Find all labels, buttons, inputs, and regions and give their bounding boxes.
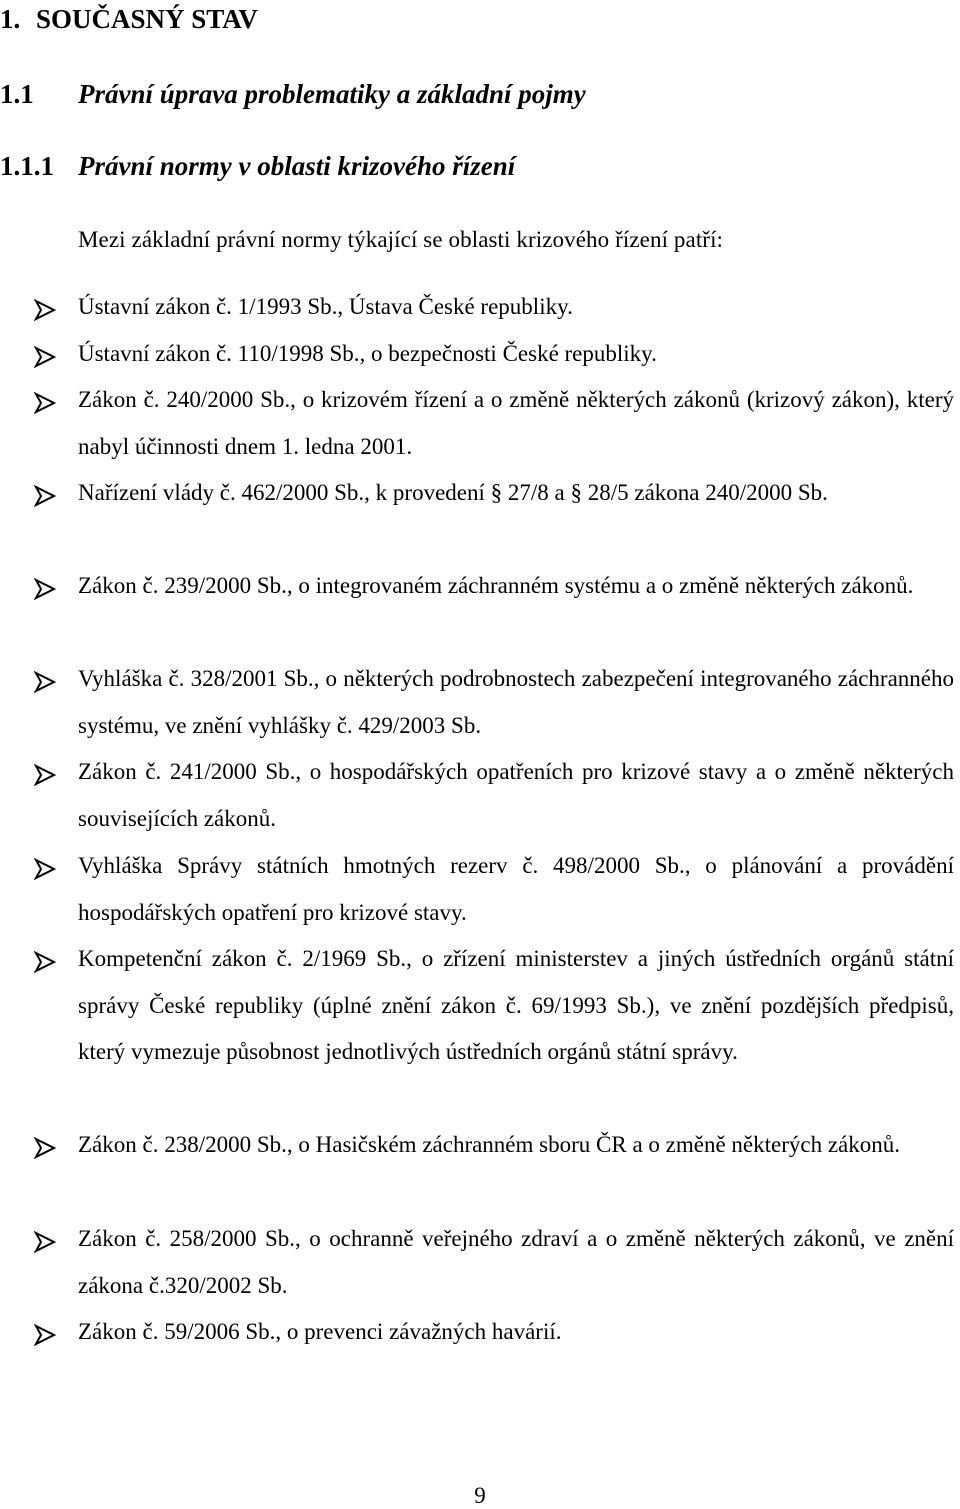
arrowhead-bullet-icon <box>34 951 56 973</box>
list-item-text: Ústavní zákon č. 110/1998 Sb., o bezpečnosti České republiky. <box>78 341 657 366</box>
arrowhead-bullet-icon <box>34 764 56 786</box>
arrowhead-bullet-icon <box>34 485 56 507</box>
list-item-text: Ústavní zákon č. 1/1993 Sb., Ústava České republiky. <box>78 294 573 319</box>
intro-paragraph: Mezi základní právní normy týkající se oblasti krizového řízení patří: <box>78 227 724 252</box>
arrowhead-bullet-icon <box>34 1137 56 1159</box>
list-item-text: Zákon č. 240/2000 Sb., o krizovém řízení a o změně některých zákonů (krizový zákon), který nabyl účinnosti dnem 1. ledna 2001. <box>78 387 954 459</box>
section-title: Právní úprava problematiky a základní pojmy <box>78 79 586 109</box>
arrowhead-bullet-icon <box>34 392 56 414</box>
list-item-text: Zákon č. 59/2006 Sb., o prevenci závažných havárií. <box>78 1319 562 1344</box>
list-item-text: Zákon č. 258/2000 Sb., o ochranně veřejného zdraví a o změně některých zákonů, ve znění zákona č.320/2002 Sb. <box>78 1226 954 1298</box>
page-number: 9 <box>474 1483 486 1508</box>
subsection-number: 1.1.1 <box>0 151 54 181</box>
arrowhead-bullet-icon <box>34 578 56 600</box>
arrowhead-bullet-icon <box>34 858 56 880</box>
list-item-text: Kompetenční zákon č. 2/1969 Sb., o zřízení ministerstev a jiných ústředních orgánů státní správy České republiky (úplné znění zákon č. 69/1993 Sb.), ve znění pozdějších předpisů, který vymezuje působnost jednotlivých ústředních orgánů státní správy. <box>78 946 954 1064</box>
subsection-title: Právní normy v oblasti krizového řízení <box>78 151 516 181</box>
list-item-text: Vyhláška č. 328/2001 Sb., o některých podrobnostech zabezpečení integrovaného záchranného systému, ve znění vyhlášky č. 429/2003 Sb. <box>78 666 954 738</box>
arrowhead-bullet-icon <box>34 346 56 368</box>
arrowhead-bullet-icon <box>34 299 56 321</box>
section-number: 1.1 <box>0 79 34 109</box>
list-item-text: Vyhláška Správy státních hmotných rezerv č. 498/2000 Sb., o plánování a provádění hospodářských opatření pro krizové stavy. <box>78 853 954 925</box>
chapter-title: SOUČASNÝ STAV <box>36 4 258 34</box>
list-item-text: Zákon č. 239/2000 Sb., o integrovaném záchranném systému a o změně některých zákonů. <box>78 573 914 598</box>
arrowhead-bullet-icon <box>34 1324 56 1346</box>
arrowhead-bullet-icon <box>34 1231 56 1253</box>
list-item-text: Nařízení vlády č. 462/2000 Sb., k provedení § 27/8 a § 28/5 zákona 240/2000 Sb. <box>78 480 828 505</box>
list-item-text: Zákon č. 241/2000 Sb., o hospodářských opatřeních pro krizové stavy a o změně některých souvisejících zákonů. <box>78 759 954 831</box>
chapter-number: 1. <box>0 4 21 34</box>
arrowhead-bullet-icon <box>34 671 56 693</box>
list-item-text: Zákon č. 238/2000 Sb., o Hasičském záchranném sboru ČR a o změně některých zákonů. <box>78 1132 901 1157</box>
